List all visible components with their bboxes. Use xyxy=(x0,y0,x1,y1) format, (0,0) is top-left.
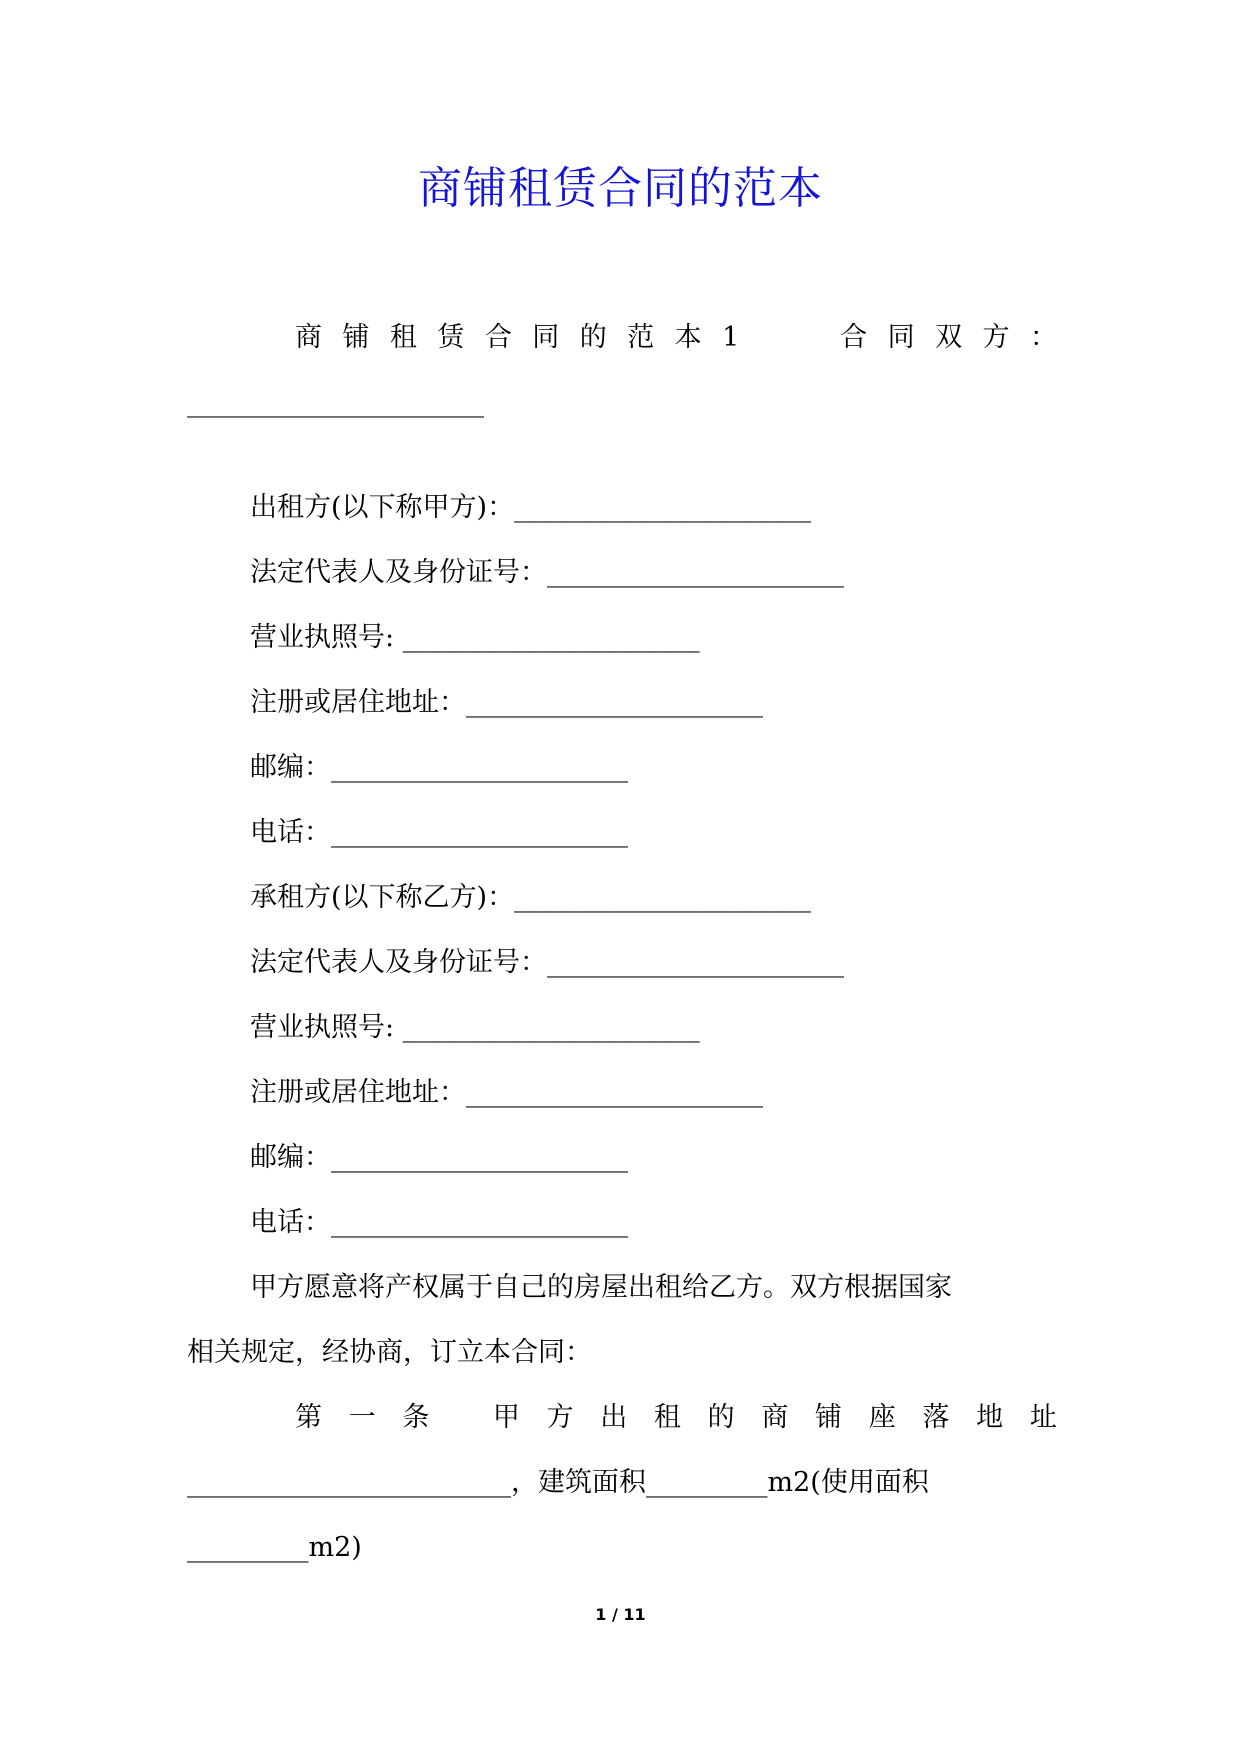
party-b-phone: 电话：______________________ xyxy=(250,1207,628,1238)
article-1-line-3: _________m2) xyxy=(187,1532,362,1563)
heading-char: 双 xyxy=(935,322,963,353)
intro-paragraph-line-2: 相关规定，经协商，订立本合同： xyxy=(187,1337,592,1368)
heading-char: 的 xyxy=(579,322,607,353)
heading-line xyxy=(295,320,1057,356)
party-b-license: 营业执照号: ______________________ xyxy=(250,1012,700,1043)
document-title: 商铺租赁合同的范本 xyxy=(418,163,823,214)
article-char: 落 xyxy=(922,1402,950,1433)
article-gap xyxy=(456,1400,466,1436)
party-b-postcode: 邮编：______________________ xyxy=(250,1142,628,1173)
article-char: 出 xyxy=(600,1402,628,1433)
article-1-line-1 xyxy=(295,1400,1057,1436)
party-a-phone: 电话：______________________ xyxy=(250,817,628,848)
article-char: 条 xyxy=(402,1402,430,1433)
article-char: 租 xyxy=(653,1402,681,1433)
party-b-lessee: 承租方(以下称乙方)：______________________ xyxy=(250,882,812,913)
article-char: 地 xyxy=(976,1402,1004,1433)
article-char: 的 xyxy=(707,1402,735,1433)
heading-char: 1 xyxy=(722,322,740,353)
party-a-license: 营业执照号: ______________________ xyxy=(250,622,700,653)
article-1-line-2: ________________________，建筑面积_________m2(使用面积 xyxy=(187,1467,929,1498)
page-number: 1 / 11 xyxy=(595,1605,646,1624)
heading-char: 同 xyxy=(532,322,560,353)
article-char: 址 xyxy=(1029,1402,1057,1433)
party-a-lessor: 出租方(以下称甲方)：______________________ xyxy=(250,492,812,523)
article-char: 方 xyxy=(546,1402,574,1433)
party-a-postcode: 邮编：______________________ xyxy=(250,752,628,783)
party-b-address: 注册或居住地址：______________________ xyxy=(250,1077,763,1108)
article-char: 座 xyxy=(868,1402,896,1433)
heading-char: ： xyxy=(1029,322,1057,353)
heading-char: 赁 xyxy=(437,322,465,353)
party-a-address: 注册或居住地址：______________________ xyxy=(250,687,763,718)
article-char: 商 xyxy=(761,1402,789,1433)
heading-char: 本 xyxy=(674,322,702,353)
heading-gap xyxy=(760,320,820,356)
party-b-representative: 法定代表人及身份证号：______________________ xyxy=(250,947,844,978)
article-char: 甲 xyxy=(492,1402,520,1433)
heading-char: 商 xyxy=(295,322,322,353)
heading-char: 同 xyxy=(887,322,915,353)
heading-char: 范 xyxy=(627,322,655,353)
heading-char: 铺 xyxy=(342,322,370,353)
heading-char: 方 xyxy=(982,322,1010,353)
heading-blank: ______________________ xyxy=(187,387,484,418)
party-a-representative: 法定代表人及身份证号：______________________ xyxy=(250,557,844,588)
article-char: 一 xyxy=(348,1402,376,1433)
heading-char: 合 xyxy=(840,322,868,353)
heading-char: 租 xyxy=(389,322,417,353)
article-char: 铺 xyxy=(815,1402,843,1433)
intro-paragraph-line-1: 甲方愿意将产权属于自己的房屋出租给乙方。双方根据国家 xyxy=(250,1272,952,1303)
article-char: 第 xyxy=(295,1402,322,1433)
heading-char: 合 xyxy=(484,322,512,353)
